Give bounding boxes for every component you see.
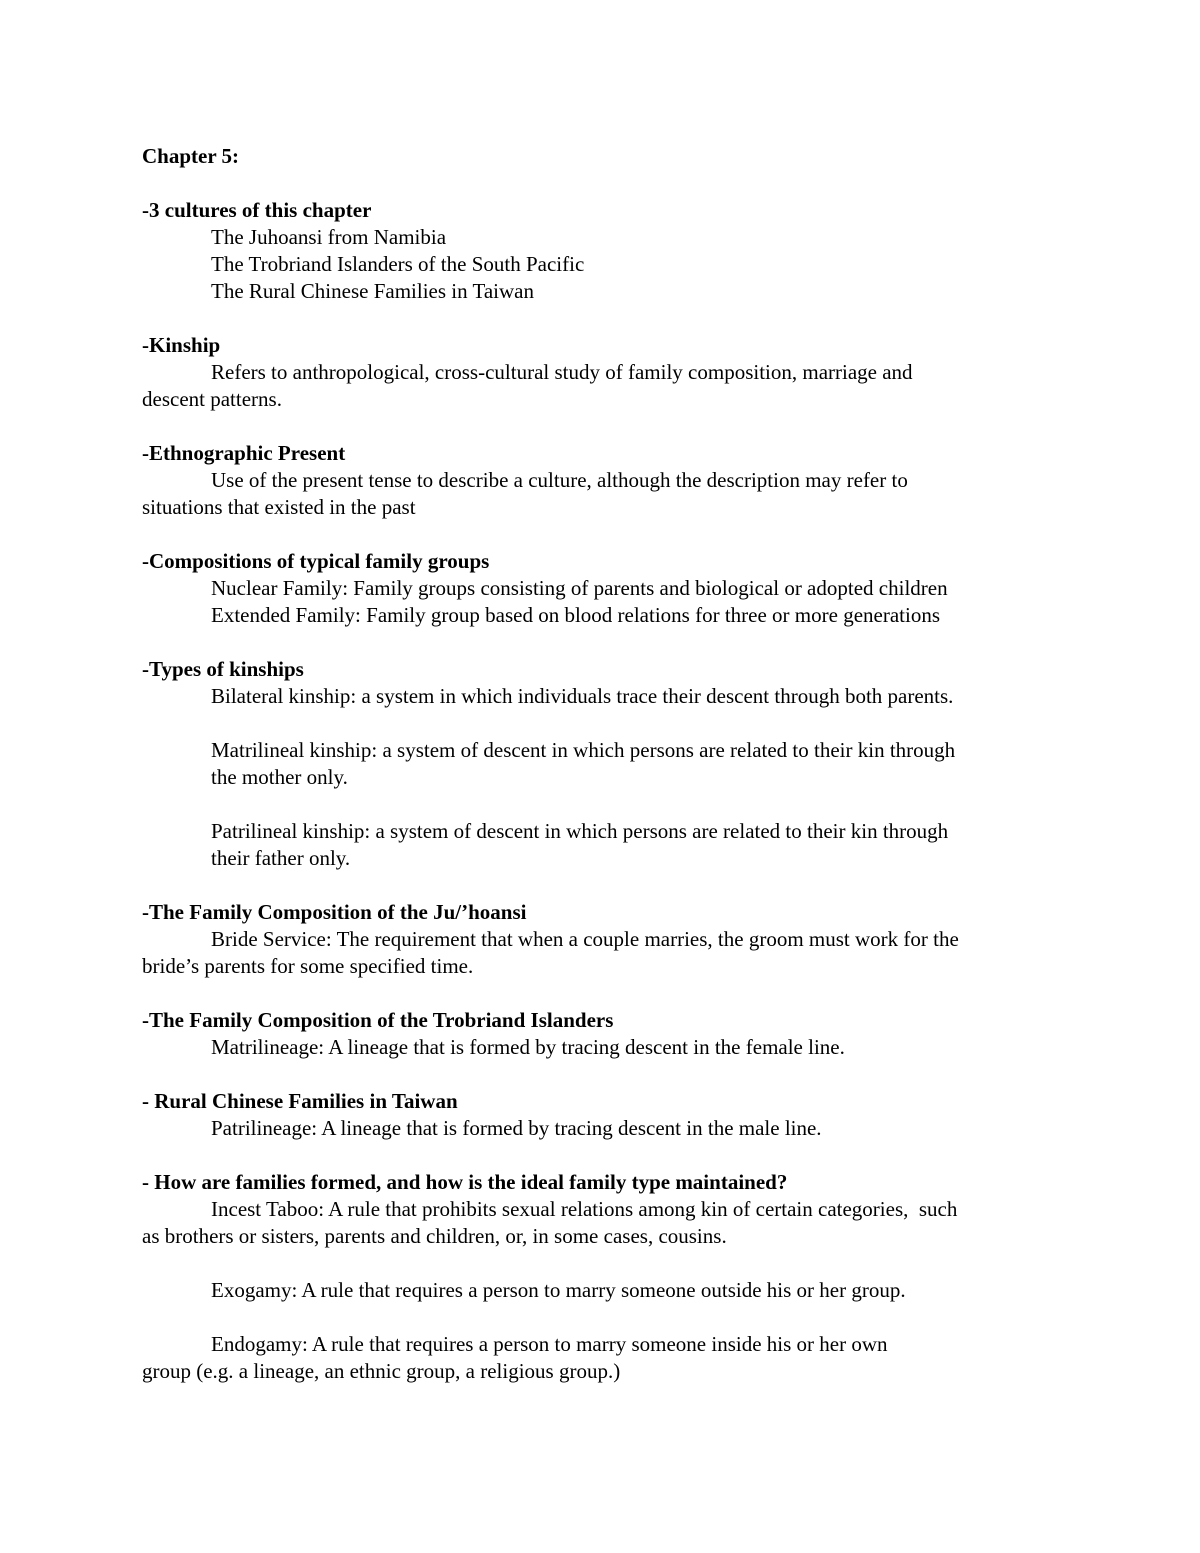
spacer <box>142 1142 1062 1169</box>
spacer <box>142 1250 1062 1277</box>
patrilineal-kinship-line: their father only. <box>211 846 351 870</box>
spacer <box>142 710 1062 737</box>
spacer <box>142 980 1062 1007</box>
bride-service-line: bride’s parents for some specified time. <box>142 954 474 978</box>
spacer <box>142 1061 1062 1088</box>
section-heading-rural-chinese: - Rural Chinese Families in Taiwan <box>142 1089 458 1113</box>
culture-item: The Juhoansi from Namibia <box>211 225 447 249</box>
composition-item: Nuclear Family: Family groups consisting of parents and biological or adopted children <box>211 576 948 600</box>
spacer <box>142 170 1062 197</box>
section-heading-juhoansi: -The Family Composition of the Ju/’hoansi <box>142 900 527 924</box>
section-heading-ethnographic-present: -Ethnographic Present <box>142 441 346 465</box>
composition-item: Extended Family: Family group based on blood relations for three or more generations <box>211 603 940 627</box>
kinship-definition-line: Refers to anthropological, cross-cultural study of family composition, marriage and <box>211 360 913 384</box>
spacer <box>142 305 1062 332</box>
spacer <box>142 1304 1062 1331</box>
ethnographic-definition-line: Use of the present tense to describe a culture, although the description may refer to <box>211 468 908 492</box>
section-heading-types-of-kinships: -Types of kinships <box>142 657 304 681</box>
ethnographic-definition-line: situations that existed in the past <box>142 495 416 519</box>
incest-taboo-line: Incest Taboo: A rule that prohibits sexual relations among kin of certain categories, such <box>211 1197 958 1221</box>
spacer <box>142 629 1062 656</box>
bride-service-line: Bride Service: The requirement that when a couple marries, the groom must work for the <box>211 927 959 951</box>
spacer <box>142 413 1062 440</box>
section-heading-trobriand: -The Family Composition of the Trobriand Islanders <box>142 1008 614 1032</box>
matrilineage-line: Matrilineage: A lineage that is formed by tracing descent in the female line. <box>211 1035 845 1059</box>
spacer <box>142 791 1062 818</box>
matrilineal-kinship-line: Matrilineal kinship: a system of descent in which persons are related to their kin through <box>211 738 956 762</box>
spacer <box>142 872 1062 899</box>
section-heading-compositions: -Compositions of typical family groups <box>142 549 490 573</box>
matrilineal-kinship-line: the mother only. <box>211 765 348 789</box>
section-heading-cultures: -3 cultures of this chapter <box>142 198 372 222</box>
patrilineage-line: Patrilineage: A lineage that is formed by tracing descent in the male line. <box>211 1116 822 1140</box>
culture-item: The Trobriand Islanders of the South Pacific <box>211 252 585 276</box>
endogamy-line: group (e.g. a lineage, an ethnic group, a religious group.) <box>142 1359 621 1383</box>
patrilineal-kinship-line: Patrilineal kinship: a system of descent in which persons are related to their kin through <box>211 819 949 843</box>
incest-taboo-line: as brothers or sisters, parents and children, or, in some cases, cousins. <box>142 1224 727 1248</box>
section-heading-kinship: -Kinship <box>142 333 221 357</box>
kinship-definition-line: descent patterns. <box>142 387 282 411</box>
document-body <box>142 143 1062 1385</box>
chapter-title: Chapter 5: <box>142 144 240 168</box>
endogamy-line: Endogamy: A rule that requires a person to marry someone inside his or her own <box>211 1332 888 1356</box>
exogamy-line: Exogamy: A rule that requires a person to marry someone outside his or her group. <box>211 1278 906 1302</box>
section-heading-families-formed: - How are families formed, and how is the ideal family type maintained? <box>142 1170 788 1194</box>
spacer <box>142 521 1062 548</box>
bilateral-kinship-line: Bilateral kinship: a system in which individuals trace their descent through both parents. <box>211 684 954 708</box>
culture-item: The Rural Chinese Families in Taiwan <box>211 279 534 303</box>
